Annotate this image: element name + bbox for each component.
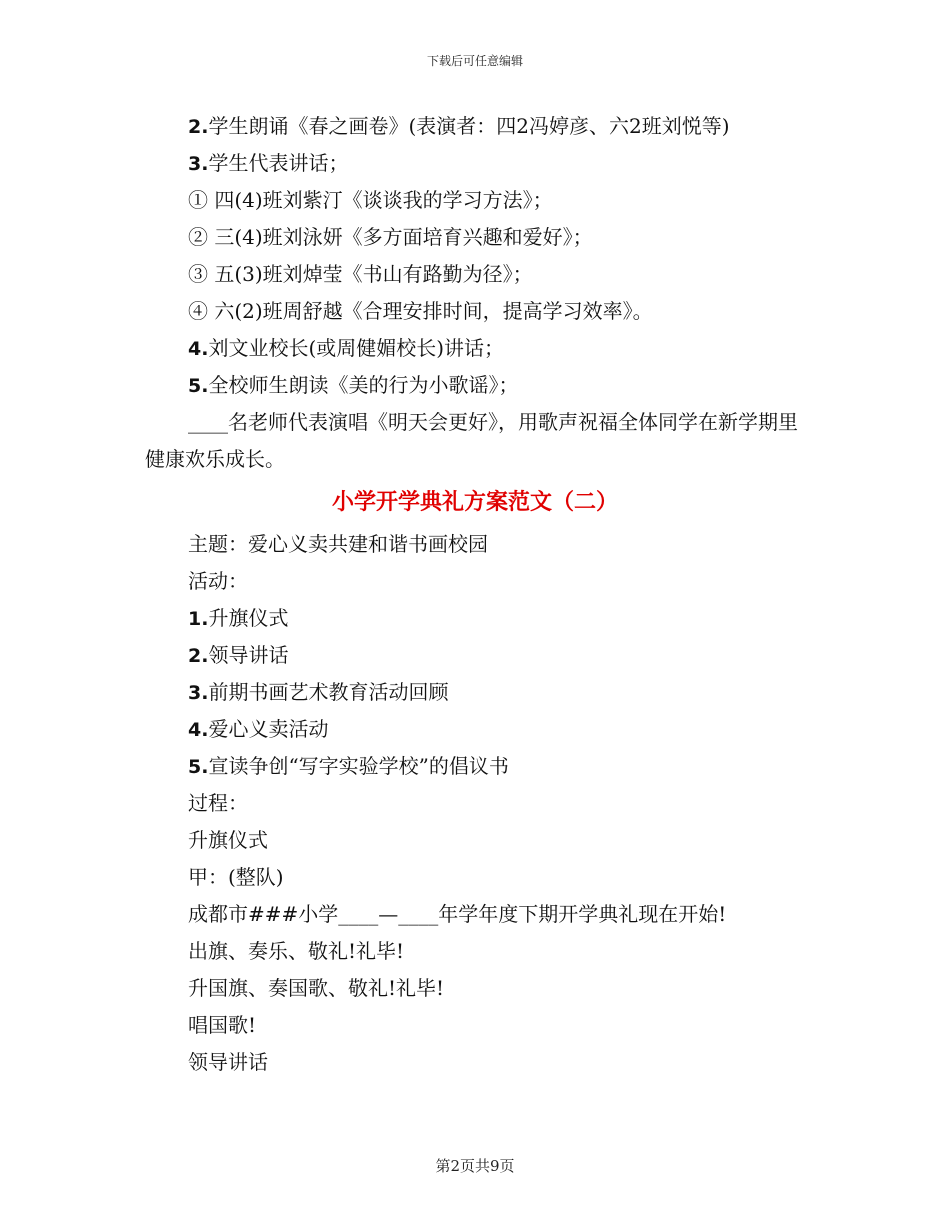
- activity-item: [145, 600, 805, 637]
- theme-line: 主题：爱心义卖共建和谐书画校园: [188, 532, 488, 556]
- item-text: 前期书画艺术教育活动回顾: [208, 680, 449, 704]
- activities-label: 活动：: [188, 569, 248, 593]
- list-item: [145, 145, 805, 182]
- section-title: 小学开学典礼方案范文（二）: [331, 489, 618, 515]
- list-item: [145, 293, 805, 330]
- process-line: 唱国歌!: [188, 1013, 257, 1037]
- page-footer: 第2页共9页: [435, 1157, 515, 1175]
- item-number: 5.: [188, 375, 209, 397]
- item-number: 4.: [188, 338, 209, 360]
- process-line: 出旗、奏乐、敬礼!礼毕!: [188, 939, 405, 963]
- item-number: 2.: [188, 645, 209, 667]
- item-text: 爱心义卖活动: [208, 717, 329, 741]
- item-number: 2.: [188, 116, 209, 138]
- activity-item: [145, 748, 805, 785]
- item-number: 3.: [188, 682, 209, 704]
- list-item: [145, 330, 805, 367]
- item-text: 学生代表讲话；: [208, 151, 349, 175]
- process-line: 升旗仪式: [188, 828, 268, 852]
- item-number: 5.: [188, 756, 209, 778]
- item-text: 刘文业校长(或周健媚校长)讲话；: [208, 336, 505, 360]
- document-body: [145, 108, 805, 1081]
- page-header: 下载后可任意编辑: [426, 54, 523, 68]
- process-line: 领导讲话: [188, 1050, 268, 1074]
- item-number: 4.: [188, 719, 209, 741]
- item-text: 学生朗诵《春之画卷》(表演者：四2冯婷彦、六2班刘悦等): [208, 114, 730, 138]
- item-text: ③ 五(3)班刘焯莹《书山有路勤为径》；: [188, 262, 533, 286]
- activity-item: [145, 674, 805, 711]
- list-item: [145, 256, 805, 293]
- item-text: 全校师生朗读《美的行为小歌谣》；: [208, 373, 519, 397]
- item-text: 领导讲话: [208, 643, 289, 667]
- item-text: ① 四(4)班刘紫汀《谈谈我的学习方法》；: [188, 188, 553, 212]
- item-text: 宣读争创“写字实验学校”的倡议书: [208, 754, 509, 778]
- process-label: 过程：: [188, 791, 248, 815]
- closing-paragraph: ____名老师代表演唱《明天会更好》，用歌声祝福全体同学在新学期里健康欢乐成长。: [145, 410, 798, 471]
- list-item: [145, 367, 805, 404]
- item-number: 1.: [188, 608, 209, 630]
- activity-item: [145, 711, 805, 748]
- list-item: [145, 219, 805, 256]
- item-number: 3.: [188, 153, 209, 175]
- list-item: [145, 182, 805, 219]
- list-item: [145, 108, 805, 145]
- process-line: 升国旗、奏国歌、敬礼!礼毕!: [188, 976, 445, 1000]
- process-line: 甲：(整队): [188, 865, 284, 889]
- item-text: 升旗仪式: [208, 606, 289, 630]
- process-line: 成都市###小学____—____年学年度下期开学典礼现在开始!: [188, 902, 727, 926]
- item-text: ④ 六(2)班周舒越《合理安排时间，提高学习效率》。: [188, 299, 653, 323]
- item-text: ② 三(4)班刘泳妍《多方面培育兴趣和爱好》；: [188, 225, 593, 249]
- activity-item: [145, 637, 805, 674]
